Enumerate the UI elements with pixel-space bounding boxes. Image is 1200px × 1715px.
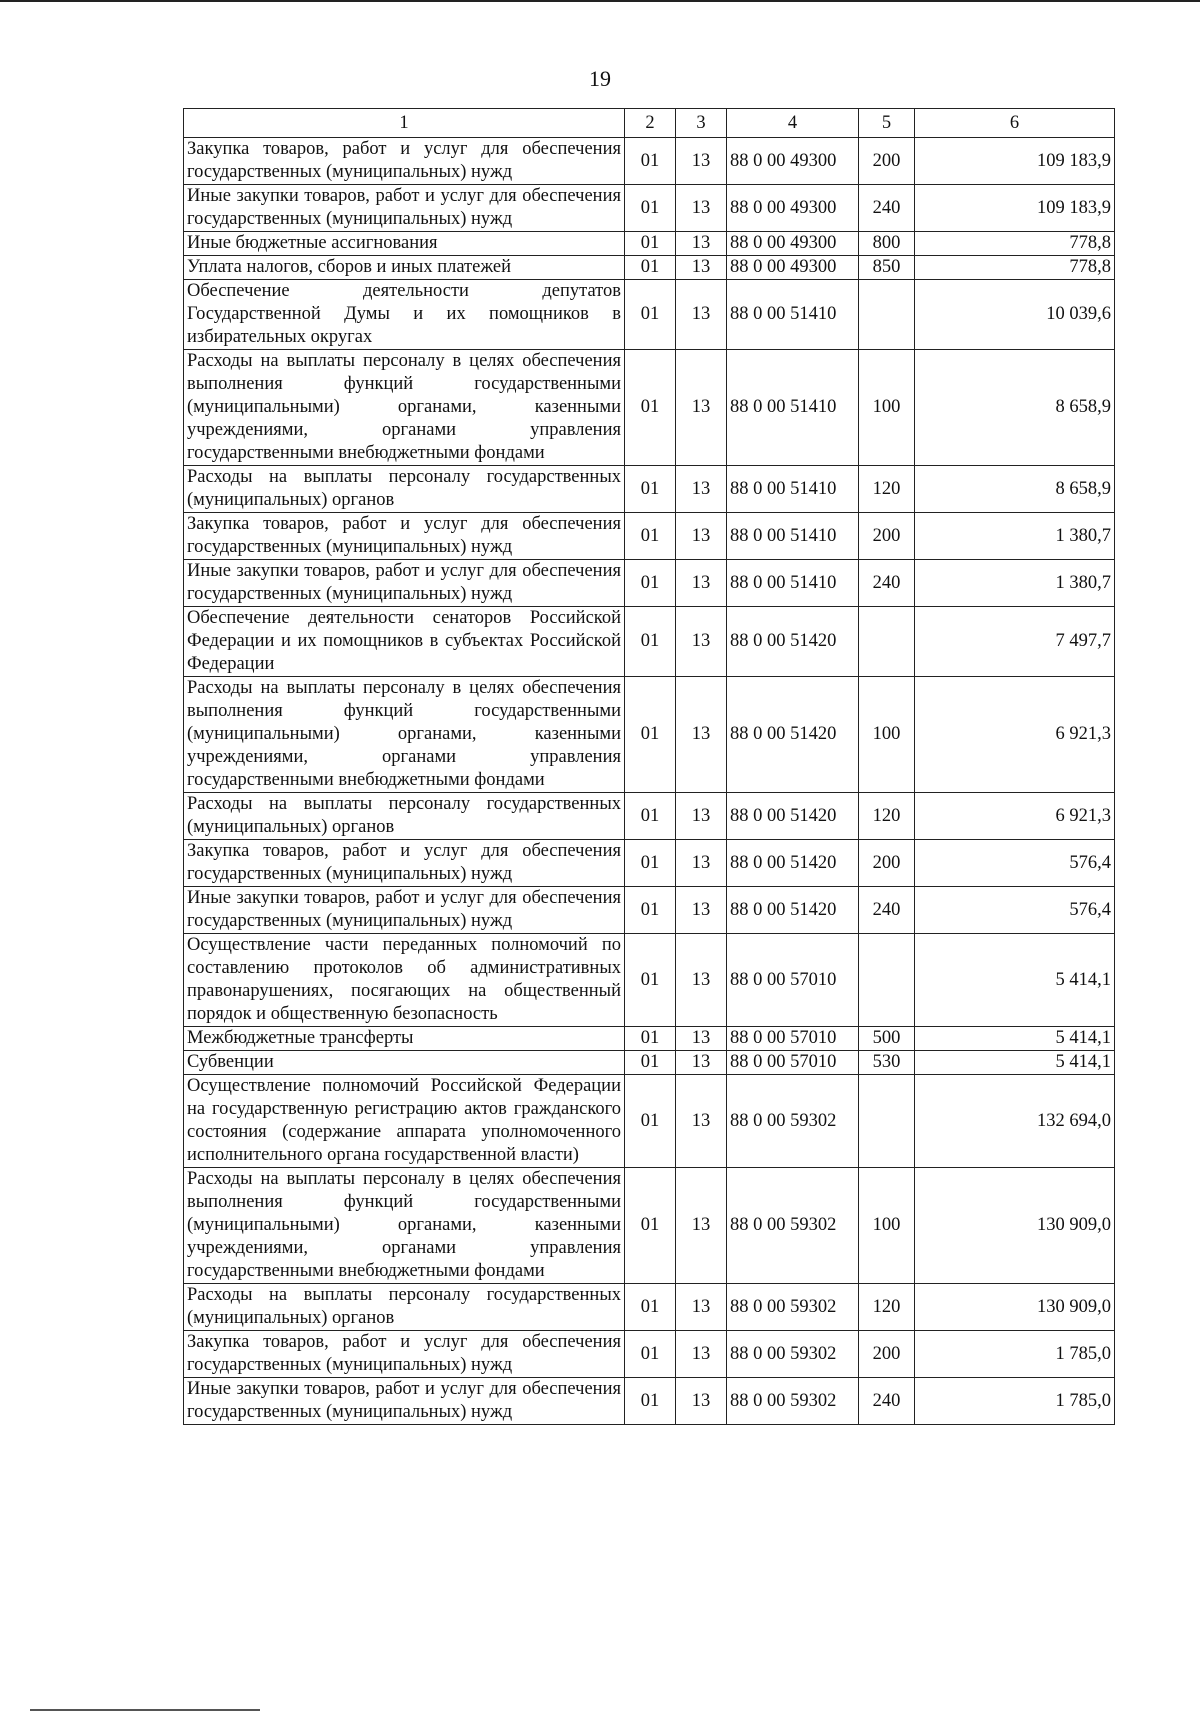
cell-amount: 109 183,9	[915, 138, 1115, 185]
cell-section: 01	[625, 1331, 676, 1378]
table-row	[184, 466, 1115, 513]
cell-section: 01	[625, 1051, 676, 1075]
table-row	[184, 887, 1115, 934]
cell-section: 01	[625, 185, 676, 232]
cell-section: 01	[625, 1075, 676, 1168]
cell-expense-type: 100	[859, 677, 915, 793]
cell-target-article: 88 0 00 49300	[727, 138, 859, 185]
cell-subsection: 13	[676, 232, 727, 256]
cell-amount: 130 909,0	[915, 1284, 1115, 1331]
cell-target-article: 88 0 00 49300	[727, 185, 859, 232]
cell-section: 01	[625, 1284, 676, 1331]
header-col-4: 4	[727, 109, 859, 138]
cell-target-article: 88 0 00 51420	[727, 840, 859, 887]
cell-section: 01	[625, 256, 676, 280]
table-row	[184, 138, 1115, 185]
cell-amount: 1 785,0	[915, 1378, 1115, 1425]
cell-target-article: 88 0 00 57010	[727, 1027, 859, 1051]
cell-amount: 6 921,3	[915, 677, 1115, 793]
cell-target-article: 88 0 00 49300	[727, 232, 859, 256]
table-row	[184, 934, 1115, 1027]
cell-expense-type: 120	[859, 793, 915, 840]
cell-target-article: 88 0 00 51410	[727, 280, 859, 350]
table-row	[184, 513, 1115, 560]
cell-amount: 5 414,1	[915, 934, 1115, 1027]
cell-description: Расходы на выплаты персоналу государственных (муниципальных) органов	[184, 793, 625, 840]
cell-target-article: 88 0 00 51410	[727, 513, 859, 560]
table-row	[184, 1051, 1115, 1075]
cell-description: Обеспечение деятельности депутатов Государственной Думы и их помощников в избирательных округах	[184, 280, 625, 350]
table-row	[184, 256, 1115, 280]
page-number: 19	[589, 66, 611, 91]
cell-description: Обеспечение деятельности сенаторов Российской Федерации и их помощников в субъектах Российской Федерации	[184, 607, 625, 677]
top-border-line	[0, 0, 1200, 2]
cell-amount: 1 380,7	[915, 560, 1115, 607]
cell-subsection: 13	[676, 1027, 727, 1051]
cell-amount: 576,4	[915, 887, 1115, 934]
cell-amount: 109 183,9	[915, 185, 1115, 232]
header-col-6: 6	[915, 109, 1115, 138]
cell-description: Иные закупки товаров, работ и услуг для обеспечения государственных (муниципальных) нужд	[184, 1378, 625, 1425]
cell-expense-type: 240	[859, 560, 915, 607]
cell-target-article: 88 0 00 59302	[727, 1284, 859, 1331]
header-col-5: 5	[859, 109, 915, 138]
cell-target-article: 88 0 00 59302	[727, 1075, 859, 1168]
cell-target-article: 88 0 00 51420	[727, 607, 859, 677]
cell-expense-type	[859, 934, 915, 1027]
table-row	[184, 840, 1115, 887]
cell-amount: 576,4	[915, 840, 1115, 887]
cell-subsection: 13	[676, 280, 727, 350]
table-row	[184, 280, 1115, 350]
cell-subsection: 13	[676, 560, 727, 607]
cell-amount: 132 694,0	[915, 1075, 1115, 1168]
cell-section: 01	[625, 280, 676, 350]
cell-description: Иные закупки товаров, работ и услуг для обеспечения государственных (муниципальных) нужд	[184, 560, 625, 607]
cell-description: Закупка товаров, работ и услуг для обеспечения государственных (муниципальных) нужд	[184, 513, 625, 560]
cell-description: Межбюджетные трансферты	[184, 1027, 625, 1051]
table-row	[184, 677, 1115, 793]
cell-subsection: 13	[676, 256, 727, 280]
cell-target-article: 88 0 00 51420	[727, 887, 859, 934]
cell-section: 01	[625, 560, 676, 607]
table-row	[184, 1284, 1115, 1331]
header-col-1: 1	[184, 109, 625, 138]
cell-subsection: 13	[676, 934, 727, 1027]
cell-expense-type: 240	[859, 185, 915, 232]
cell-description: Расходы на выплаты персоналу в целях обеспечения выполнения функций государственными (муниципальными) органами, казенными учреждениями, органами управления государственными внебюджетными фондами	[184, 677, 625, 793]
cell-description: Уплата налогов, сборов и иных платежей	[184, 256, 625, 280]
table-row	[184, 1331, 1115, 1378]
cell-section: 01	[625, 840, 676, 887]
table-row	[184, 185, 1115, 232]
cell-target-article: 88 0 00 51420	[727, 793, 859, 840]
cell-expense-type: 120	[859, 466, 915, 513]
cell-expense-type	[859, 1075, 915, 1168]
cell-target-article: 88 0 00 59302	[727, 1378, 859, 1425]
table-row	[184, 793, 1115, 840]
cell-amount: 8 658,9	[915, 466, 1115, 513]
cell-target-article: 88 0 00 59302	[727, 1331, 859, 1378]
cell-amount: 1 785,0	[915, 1331, 1115, 1378]
cell-amount: 130 909,0	[915, 1168, 1115, 1284]
cell-section: 01	[625, 1168, 676, 1284]
cell-subsection: 13	[676, 1051, 727, 1075]
cell-target-article: 88 0 00 57010	[727, 1051, 859, 1075]
cell-section: 01	[625, 1027, 676, 1051]
header-row	[184, 109, 1115, 138]
cell-section: 01	[625, 513, 676, 560]
cell-subsection: 13	[676, 1168, 727, 1284]
cell-section: 01	[625, 677, 676, 793]
cell-expense-type: 240	[859, 1378, 915, 1425]
cell-target-article: 88 0 00 51410	[727, 350, 859, 466]
bottom-border-line	[30, 1709, 260, 1711]
header-col-2: 2	[625, 109, 676, 138]
cell-target-article: 88 0 00 51420	[727, 677, 859, 793]
cell-description: Закупка товаров, работ и услуг для обеспечения государственных (муниципальных) нужд	[184, 138, 625, 185]
table-row	[184, 1075, 1115, 1168]
cell-subsection: 13	[676, 1284, 727, 1331]
cell-section: 01	[625, 350, 676, 466]
cell-subsection: 13	[676, 513, 727, 560]
table-row	[184, 1027, 1115, 1051]
cell-section: 01	[625, 466, 676, 513]
table-row	[184, 560, 1115, 607]
cell-description: Субвенции	[184, 1051, 625, 1075]
cell-target-article: 88 0 00 51410	[727, 466, 859, 513]
table-row	[184, 350, 1115, 466]
cell-subsection: 13	[676, 466, 727, 513]
cell-subsection: 13	[676, 887, 727, 934]
cell-expense-type	[859, 607, 915, 677]
cell-expense-type: 500	[859, 1027, 915, 1051]
cell-subsection: 13	[676, 185, 727, 232]
cell-expense-type: 530	[859, 1051, 915, 1075]
cell-subsection: 13	[676, 350, 727, 466]
table-row	[184, 1168, 1115, 1284]
cell-amount: 5 414,1	[915, 1027, 1115, 1051]
cell-description: Расходы на выплаты персоналу в целях обеспечения выполнения функций государственными (муниципальными) органами, казенными учреждениями, органами управления государственными внебюджетными фондами	[184, 1168, 625, 1284]
cell-expense-type	[859, 280, 915, 350]
cell-expense-type: 100	[859, 1168, 915, 1284]
cell-subsection: 13	[676, 840, 727, 887]
cell-description: Иные закупки товаров, работ и услуг для обеспечения государственных (муниципальных) нужд	[184, 887, 625, 934]
table-row	[184, 232, 1115, 256]
cell-subsection: 13	[676, 677, 727, 793]
cell-amount: 5 414,1	[915, 1051, 1115, 1075]
table-row	[184, 607, 1115, 677]
cell-section: 01	[625, 793, 676, 840]
cell-amount: 6 921,3	[915, 793, 1115, 840]
cell-expense-type: 200	[859, 840, 915, 887]
cell-section: 01	[625, 934, 676, 1027]
cell-subsection: 13	[676, 1331, 727, 1378]
cell-description: Закупка товаров, работ и услуг для обеспечения государственных (муниципальных) нужд	[184, 1331, 625, 1378]
cell-expense-type: 800	[859, 232, 915, 256]
cell-description: Расходы на выплаты персоналу государственных (муниципальных) органов	[184, 466, 625, 513]
cell-subsection: 13	[676, 607, 727, 677]
cell-expense-type: 200	[859, 513, 915, 560]
cell-target-article: 88 0 00 51410	[727, 560, 859, 607]
cell-section: 01	[625, 1378, 676, 1425]
cell-expense-type: 120	[859, 1284, 915, 1331]
cell-description: Расходы на выплаты персоналу государственных (муниципальных) органов	[184, 1284, 625, 1331]
table-body	[184, 138, 1115, 1425]
cell-section: 01	[625, 887, 676, 934]
cell-amount: 778,8	[915, 256, 1115, 280]
cell-description: Закупка товаров, работ и услуг для обеспечения государственных (муниципальных) нужд	[184, 840, 625, 887]
cell-section: 01	[625, 232, 676, 256]
cell-section: 01	[625, 138, 676, 185]
cell-expense-type: 850	[859, 256, 915, 280]
cell-expense-type: 200	[859, 1331, 915, 1378]
budget-table	[183, 108, 1115, 1425]
cell-section: 01	[625, 607, 676, 677]
cell-subsection: 13	[676, 1075, 727, 1168]
cell-amount: 8 658,9	[915, 350, 1115, 466]
cell-expense-type: 240	[859, 887, 915, 934]
cell-amount: 7 497,7	[915, 607, 1115, 677]
cell-expense-type: 100	[859, 350, 915, 466]
table-header	[184, 109, 1115, 138]
cell-description: Осуществление части переданных полномочий по составлению протоколов об административных правонарушениях, посягающих на общественный порядок и общественную безопасность	[184, 934, 625, 1027]
cell-target-article: 88 0 00 57010	[727, 934, 859, 1027]
cell-subsection: 13	[676, 138, 727, 185]
header-col-3: 3	[676, 109, 727, 138]
cell-description: Осуществление полномочий Российской Федерации на государственную регистрацию актов гражданского состояния (содержание аппарата уполномоченного исполнительного органа государственной власти)	[184, 1075, 625, 1168]
cell-description: Иные бюджетные ассигнования	[184, 232, 625, 256]
cell-amount: 778,8	[915, 232, 1115, 256]
cell-target-article: 88 0 00 59302	[727, 1168, 859, 1284]
cell-target-article: 88 0 00 49300	[727, 256, 859, 280]
cell-subsection: 13	[676, 793, 727, 840]
cell-amount: 1 380,7	[915, 513, 1115, 560]
cell-subsection: 13	[676, 1378, 727, 1425]
table-row	[184, 1378, 1115, 1425]
cell-expense-type: 200	[859, 138, 915, 185]
cell-description: Расходы на выплаты персоналу в целях обеспечения выполнения функций государственными (муниципальными) органами, казенными учреждениями, органами управления государственными внебюджетными фондами	[184, 350, 625, 466]
cell-amount: 10 039,6	[915, 280, 1115, 350]
cell-description: Иные закупки товаров, работ и услуг для обеспечения государственных (муниципальных) нужд	[184, 185, 625, 232]
